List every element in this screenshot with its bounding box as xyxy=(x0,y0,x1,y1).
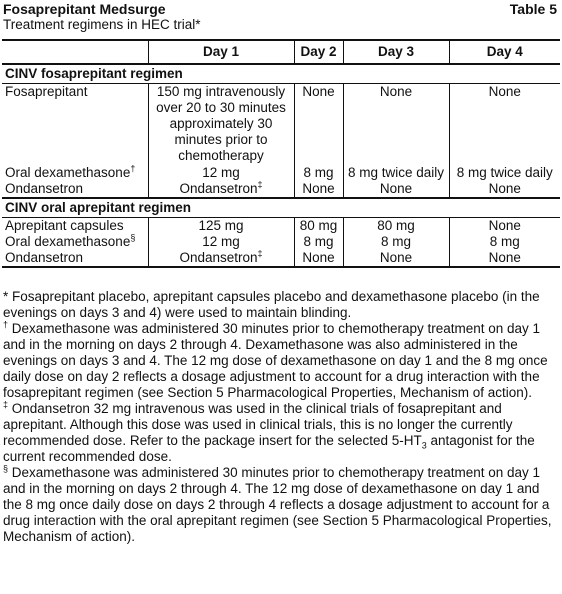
day3-dose: None xyxy=(343,84,449,165)
day4-dose: None xyxy=(449,217,560,234)
footnotes xyxy=(3,289,556,545)
footnote-section xyxy=(3,465,556,545)
footnote-star: * Fosaprepitant placebo, aprepitant capsules placebo and dexamethasone placebo (in the evenings on days 3 and 4) were used to maintain blinding. xyxy=(3,289,540,320)
drug-name-text: Oral dexamethasone xyxy=(5,164,131,180)
table-header xyxy=(3,0,559,36)
day1-dose xyxy=(148,250,294,267)
section-title: CINV oral aprepitant regimen xyxy=(2,198,560,218)
footnote-mark: ‡ xyxy=(3,399,9,410)
section-title: CINV fosaprepitant regimen xyxy=(2,64,560,84)
footnote-text: Dexamethasone was administered 30 minutes prior to chemotherapy treatment on day 1 and in the morning on days 2 through 4. Dexamethasone was also administered in the evenings on days 3 and 4. The 12 mg dose of dexamethasone on day 1 and the 8 mg once daily dose on day 2 reflects a dosage adjustment to account for a drug interaction with the fosaprepitant regimen (see Section 5 Pharmacological Properties, Mechanism of action). xyxy=(3,321,548,400)
drug-name: Ondansetron xyxy=(2,250,148,267)
footnote-mark: † xyxy=(3,319,9,330)
column-header-day4: Day 4 xyxy=(449,40,560,64)
day2-dose: None xyxy=(294,250,343,267)
day4-dose: None xyxy=(449,181,560,198)
table-row xyxy=(2,217,560,234)
regimen-table xyxy=(2,39,560,268)
drug-name: Ondansetron xyxy=(5,180,84,196)
table-row xyxy=(2,250,560,267)
drug-name: Aprepitant capsules xyxy=(5,217,124,233)
day1-dose: 12 mg xyxy=(148,234,294,250)
day2-dose: None xyxy=(294,84,343,165)
day4-dose: 8 mg twice daily xyxy=(449,165,560,181)
footnote-text: Dexamethasone was administered 30 minutes prior to chemotherapy treatment on day 1 and in the morning on days 2 through 4. The 12 mg dose of dexamethasone on day 1 and the 8 mg once daily dose on days 2 through 4 reflects a dosage adjustment to account for a drug interaction with the oral aprepitant regimen (see Section 5 Pharmacological Properties, Mechanism of action). xyxy=(3,465,552,544)
day3-dose: None xyxy=(343,181,449,198)
table-row xyxy=(2,165,560,181)
day1-dose xyxy=(148,181,294,198)
drug-name xyxy=(2,234,148,250)
footnote-mark: † xyxy=(130,163,136,173)
day3-dose: 80 mg xyxy=(343,217,449,234)
footnote-double-dagger xyxy=(3,401,556,465)
day3-dose: 8 mg twice daily xyxy=(343,165,449,181)
day2-dose: None xyxy=(294,181,343,198)
table-row xyxy=(2,84,560,165)
day3-dose: None xyxy=(343,250,449,267)
day1-dose-text: Ondansetron xyxy=(179,249,258,265)
footnote-dagger xyxy=(3,321,556,401)
footnote-mark: ‡ xyxy=(257,179,263,189)
column-header-empty xyxy=(2,40,148,64)
drug-name xyxy=(2,165,148,181)
subscript: 3 xyxy=(421,440,427,451)
table-subtitle: Treatment regimens in HEC trial* xyxy=(3,17,201,32)
column-header-day3: Day 3 xyxy=(343,40,449,64)
day1-dose: 125 mg xyxy=(148,217,294,234)
column-header-day2: Day 2 xyxy=(294,40,343,64)
day2-dose: 8 mg xyxy=(294,165,343,181)
drug-name: Fosaprepitant xyxy=(5,84,88,99)
day3-dose: 8 mg xyxy=(343,234,449,250)
document-title: Fosaprepitant Medsurge xyxy=(3,1,166,17)
footnote-mark: § xyxy=(3,463,9,474)
footnote-mark: § xyxy=(130,232,136,242)
day2-dose: 80 mg xyxy=(294,217,343,234)
table-row xyxy=(2,181,560,198)
day1-dose: 12 mg xyxy=(148,165,294,181)
drug-name-text: Oral dexamethasone xyxy=(5,233,131,249)
day4-dose: None xyxy=(449,84,560,165)
day1-dose-text: Ondansetron xyxy=(179,180,258,196)
column-header-day1: Day 1 xyxy=(148,40,294,64)
table-number: Table 5 xyxy=(509,1,557,17)
footnote-text: antagonist for the current recommended dose. xyxy=(3,433,535,464)
day1-dose: 150 mg intravenously over 20 to 30 minutes approximately 30 minutes prior to chemotherapy xyxy=(148,84,294,165)
table-header-row xyxy=(2,40,560,64)
table-row xyxy=(2,234,560,250)
day4-dose: 8 mg xyxy=(449,234,560,250)
section-row-oral-aprepitant xyxy=(2,198,560,218)
day2-dose: 8 mg xyxy=(294,234,343,250)
section-row-fosaprepitant xyxy=(2,64,560,84)
day4-dose: None xyxy=(449,250,560,267)
footnote-mark: ‡ xyxy=(257,248,263,258)
footnote-text: Ondansetron 32 mg intravenous was used in the clinical trials of fosaprepitant and aprepitant. Although this dose was used in clinical trials, this is no longer the currently recommended dose. Refer to the package insert for the selected 5-HT xyxy=(3,401,513,448)
